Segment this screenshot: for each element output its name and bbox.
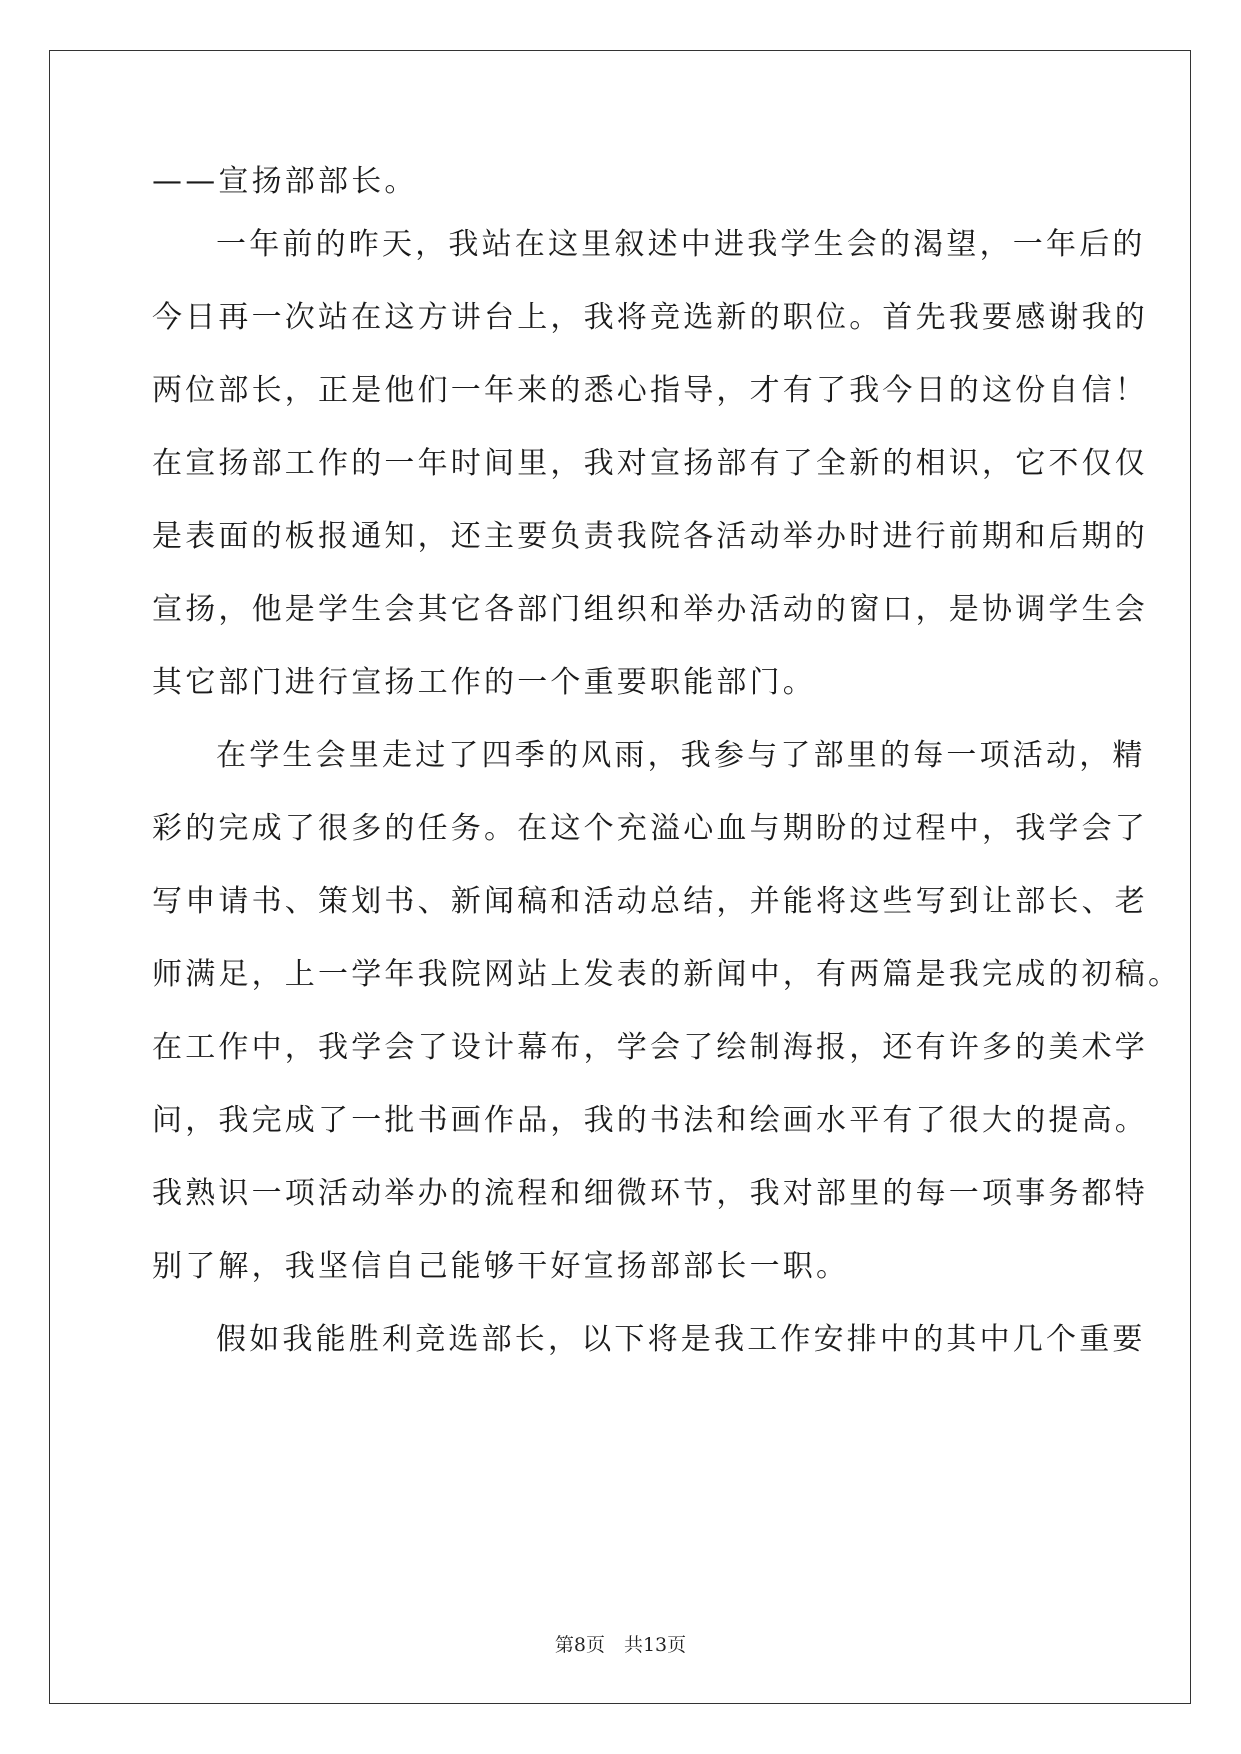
text-line: 在工作中，我学会了设计幕布，学会了绘制海报，还有许多的美术学	[152, 1030, 1148, 1065]
text-line: 我熟识一项活动举办的流程和细微环节，我对部里的每一项事务都特	[152, 1176, 1148, 1211]
paragraph-start-line: 一年前的昨天，我站在这里叙述中进我学生会的渴望，一年后的	[216, 227, 1146, 262]
paragraph-start-line: 在学生会里走过了四季的风雨，我参与了部里的每一项活动，精	[216, 738, 1146, 773]
text-line: 师满足，上一学年我院网站上发表的新闻中，有两篇是我完成的初稿。	[152, 957, 1182, 992]
text-line: 宣扬，他是学生会其它各部门组织和举办活动的窗口，是协调学生会	[152, 592, 1148, 627]
paragraph-start-line: 假如我能胜利竞选部长，以下将是我工作安排中的其中几个重要	[216, 1322, 1146, 1357]
text-line: 其它部门进行宣扬工作的一个重要职能部门。	[152, 665, 816, 700]
text-line: 彩的完成了很多的任务。在这个充溢心血与期盼的过程中，我学会了	[152, 811, 1148, 846]
text-line: ——宣扬部部长。	[152, 164, 418, 199]
text-line: 在宣扬部工作的一年时间里，我对宣扬部有了全新的相识，它不仅仅	[152, 446, 1148, 481]
text-line: 今日再一次站在这方讲台上，我将竞选新的职位。首先我要感谢我的	[152, 300, 1148, 335]
page-footer: 第8页 共13页	[554, 1634, 687, 1656]
text-line: 是表面的板报通知，还主要负责我院各活动举办时进行前期和后期的	[152, 519, 1148, 554]
text-line: 问，我完成了一批书画作品，我的书法和绘画水平有了很大的提高。	[152, 1103, 1148, 1138]
text-line: 写申请书、策划书、新闻稿和活动总结，并能将这些写到让部长、老	[152, 884, 1148, 919]
text-line: 两位部长，正是他们一年来的悉心指导，才有了我今日的这份自信！	[152, 373, 1148, 408]
text-line: 别了解，我坚信自己能够干好宣扬部部长一职。	[152, 1249, 850, 1284]
